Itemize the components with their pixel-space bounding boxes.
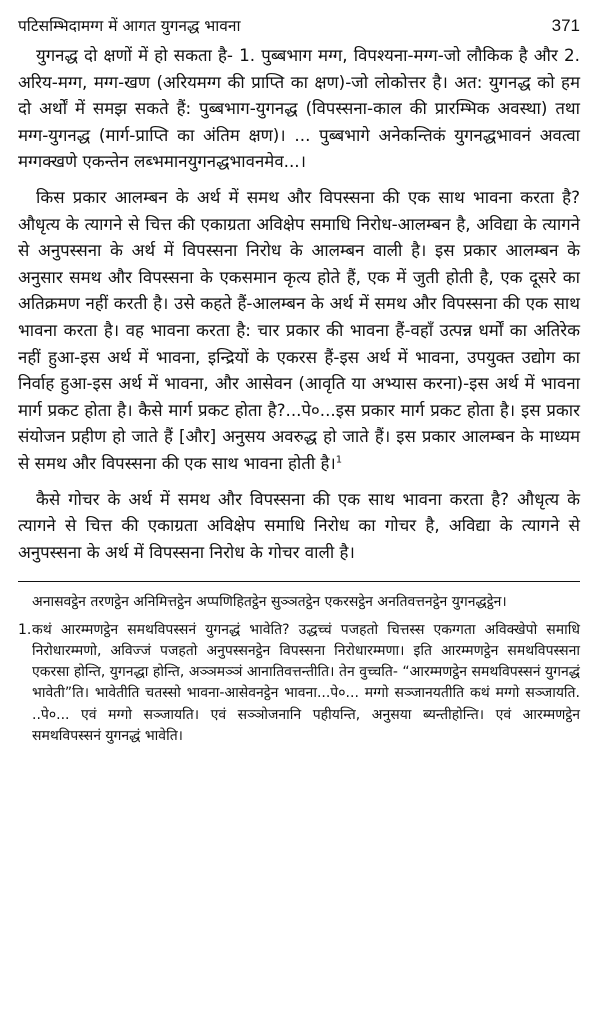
footnote-marker: 1 — [335, 454, 343, 466]
body-text — [18, 42, 580, 565]
paragraph: कैसे गोचर के अर्थ में समथ और विपस्सना की एक साथ भावना करता है? औधृत्य के त्यागने से चित्त की एकाग्रता अविक्षेप समाधि निरोध का गोचर है, अविद्या के त्यागने से अनुपस्सना के अर्थ में विपस्सना निरोध के गोचर वाली है। — [18, 488, 580, 562]
paragraph-text: किस प्रकार आलम्बन के अर्थ में समथ और विपस्सना की एक साथ भावना करता है? औधृत्य के त्यागने से चित्त की एकाग्रता अविक्षेप समाधि निरोध-आलम्बन है, अविद्या के त्यागने से अनुपस्सना के अर्थ में विपस्सना निरोध के आलम्बन वाली है। इस प्रकार आलम्बन के अनुसार समथ और विपस्सना के एकसमान कृत्य होते हैं, एक में जुती होती है, एक दूसरे का अतिक्रमण नहीं करती है। उसे कहते हैं-आलम्बन के अर्थ में समथ और विपस्सना की एक साथ भावना करता है। वह भावना करता है: चार प्रकार की भावना हैं-वहाँ उत्पन्न धर्मों का अतिरेक नहीं हुआ-इस अर्थ में भावना, इन्द्रियों के एकरस हैं-इस अर्थ में भावना, उपयुक्त उद्योग का निर्वाह हुआ-इस अर्थ में भावना, और आसेवन (आवृति या अभ्यास करना)-इस अर्थ में भावना मार्ग प्रकट होता है। कैसे मार्ग प्रकट होता है?...पे०...इस प्रकार मार्ग प्रकट होता है। इस प्रकार संयोजन प्रहीण हो जाते हैं [और] अनुसय अवरुद्ध हो जाते हैं। इस प्रकार आलम्बन के माध्यम से समथ और विपस्सना की एक साथ भावना होती है। — [18, 186, 580, 473]
page-number: 371 — [551, 16, 580, 35]
footnote-continuation: अनासवट्ठेन तरणट्ठेन अनिमित्तट्ठेन अप्पणिहितट्ठेन सुञ्ञतट्ठेन एकरसट्ठेन अनतिवत्तनट्ठेन युगनद्धट्ठेन। — [32, 594, 507, 611]
paragraph: युगनद्ध दो क्षणों में हो सकता है- 1. पुब्बभाग मग्ग, विपश्यना-मग्ग-जो लौकिक है और 2. अरिय-मग्ग, मग्ग-खण (अरियमग्ग की प्राप्ति का क्षण)-जो लोकोत्तर है। अत: युगनद्ध को हम दो अर्थों में समझ सकते हैं: पुब्बभाग-युगनद्ध (विपस्सना-काल की प्रारम्भिक अवस्था) तथा मग्ग-युगनद्ध (मार्ग-प्राप्ति का अंतिम क्षण)। ... पुब्बभागे अनेकन्तिकं युगनद्धभावनं अवत्वा मग्गक्खणे एकन्तेन लब्भमानयुगनद्धभावनमेव...। — [18, 45, 580, 172]
footnote-item — [18, 620, 580, 748]
page-header — [18, 0, 580, 35]
footnote-divider — [18, 581, 580, 582]
footnote-text: कथं आरम्मणट्ठेन समथविपस्सनं युगनद्धं भावेति? उद्धच्चं पजहतो चित्तस्स एकग्गता अविक्खेपो समाधि निरोधारम्मणो, अविज्जं पजहतो अनुपस्सनट्ठेन विपस्सना निरोधारम्मणा। इति आरम्मणट्ठेन समथविपस्सना एकरसा होन्ति, युगनद्धा होन्ति, अञ्ञमञ्ञं आनातिवत्तन्तीति। तेन वुच्चति- “आरम्मणट्ठेन समथविपस्सनं युगनद्धं भावेती”ति। भावेतीति चतस्सो भावना-आसेवनट्ठेन भावना...पे०... मग्गो सञ्जानयतीति कथं मग्गो सञ्जायति. ..पे०... एवं मग्गो सञ्जायति। एवं सञ्ञोजनानि पहीयन्ति, अनुसया ब्यन्तीहोन्ति। एवं आरम्मणट्ठेन समथविपस्सनं युगनद्धं भावेति। — [32, 621, 580, 745]
footnote-number: 1. — [18, 621, 32, 638]
paragraph — [18, 184, 580, 477]
running-title: पटिसम्भिदामग्ग में आगत युगनद्ध भावना — [18, 17, 241, 35]
footnotes — [18, 592, 580, 747]
